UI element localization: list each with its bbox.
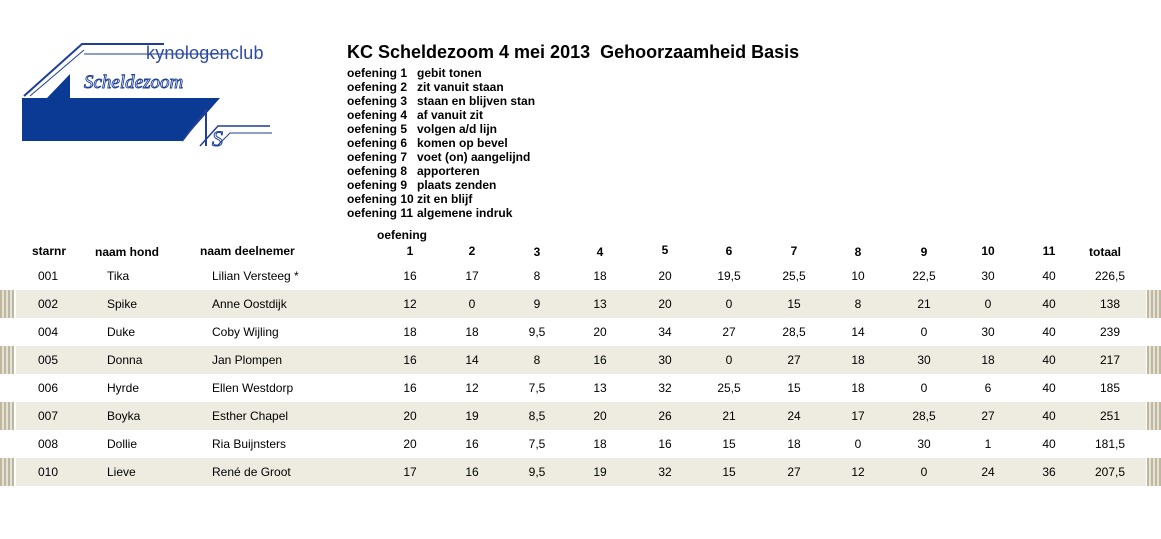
exercise-item xyxy=(347,122,535,136)
exercise-item xyxy=(347,192,535,206)
cell-oefening-2: 0 xyxy=(468,297,476,311)
cell-oefening-5: 32 xyxy=(658,381,672,395)
cell-oefening-1: 16 xyxy=(403,381,417,395)
cell-naam-deelnemer: Lilian Versteeg * xyxy=(212,269,299,283)
cell-oefening-9: 21 xyxy=(917,297,931,311)
cell-oefening-11: 40 xyxy=(1042,381,1056,395)
exercise-name: gebit tonen xyxy=(417,66,482,80)
cell-totaal: 251 xyxy=(1099,409,1121,423)
cell-naam-deelnemer: Coby Wijling xyxy=(212,325,279,339)
header-oefening-4: 4 xyxy=(596,245,604,259)
exercise-name: apporteren xyxy=(417,164,480,178)
exercise-code: oefening 3 xyxy=(347,94,408,108)
cell-oefening-10: 1 xyxy=(984,437,992,451)
cell-oefening-6: 15 xyxy=(722,465,736,479)
exercise-item xyxy=(347,136,535,150)
table-row xyxy=(0,374,1161,402)
cell-starnr: 001 xyxy=(38,269,59,283)
cell-oefening-10: 24 xyxy=(981,465,995,479)
table-row xyxy=(0,318,1161,346)
cell-naam-deelnemer: Anne Oostdijk xyxy=(212,297,287,311)
cell-totaal: 207,5 xyxy=(1094,465,1126,479)
cell-oefening-1: 20 xyxy=(403,409,417,423)
cell-oefening-8: 8 xyxy=(854,297,862,311)
cell-oefening-6: 0 xyxy=(725,353,733,367)
cell-starnr: 005 xyxy=(38,353,59,367)
cell-naam-hond: Donna xyxy=(107,353,143,367)
header-oefening-2: 2 xyxy=(468,244,476,258)
exercise-item xyxy=(347,80,535,94)
cell-oefening-9: 0 xyxy=(920,325,928,339)
cell-oefening-1: 12 xyxy=(403,297,417,311)
table-row xyxy=(0,430,1161,458)
header-oefening-1: 1 xyxy=(406,244,414,258)
cell-oefening-8: 0 xyxy=(854,437,862,451)
cell-oefening-3: 9 xyxy=(533,297,541,311)
cell-totaal: 217 xyxy=(1099,353,1121,367)
cell-oefening-5: 32 xyxy=(658,465,672,479)
cell-oefening-2: 17 xyxy=(465,269,479,283)
cell-oefening-9: 22,5 xyxy=(912,269,936,283)
cell-oefening-3: 7,5 xyxy=(528,381,546,395)
table-row xyxy=(0,346,1161,374)
cell-oefening-6: 19,5 xyxy=(717,269,741,283)
table-row xyxy=(0,402,1161,430)
cell-oefening-4: 18 xyxy=(593,437,607,451)
cell-oefening-2: 14 xyxy=(465,353,479,367)
svg-text:S: S xyxy=(212,126,223,151)
cell-oefening-2: 16 xyxy=(465,437,479,451)
cell-oefening-5: 34 xyxy=(658,325,672,339)
cell-starnr: 006 xyxy=(38,381,59,395)
cell-oefening-11: 40 xyxy=(1042,269,1056,283)
header-oefening-8: 8 xyxy=(854,245,862,259)
table-row xyxy=(0,458,1161,486)
cell-oefening-5: 16 xyxy=(658,437,672,451)
cell-oefening-8: 10 xyxy=(851,269,865,283)
exercise-item xyxy=(347,150,535,164)
cell-oefening-2: 16 xyxy=(465,465,479,479)
exercise-code: oefening 10 xyxy=(347,192,414,206)
header-oefening-6: 6 xyxy=(725,244,733,258)
cell-oefening-3: 9,5 xyxy=(528,325,546,339)
cell-oefening-5: 26 xyxy=(658,409,672,423)
cell-oefening-7: 24 xyxy=(787,409,801,423)
cell-oefening-3: 8,5 xyxy=(528,409,546,423)
cell-oefening-7: 27 xyxy=(787,465,801,479)
exercise-item xyxy=(347,108,535,122)
cell-naam-hond: Duke xyxy=(107,325,136,339)
cell-oefening-10: 6 xyxy=(984,381,992,395)
cell-oefening-3: 9,5 xyxy=(528,465,546,479)
cell-oefening-8: 12 xyxy=(851,465,865,479)
cell-oefening-2: 19 xyxy=(465,409,479,423)
header-starnr: starnr xyxy=(32,244,67,258)
cell-totaal: 181,5 xyxy=(1094,437,1126,451)
cell-naam-hond: Hyrde xyxy=(107,381,140,395)
cell-oefening-7: 18 xyxy=(787,437,801,451)
cell-oefening-11: 40 xyxy=(1042,297,1056,311)
header-totaal: totaal xyxy=(1088,245,1122,259)
cell-oefening-8: 17 xyxy=(851,409,865,423)
logo-wordmark: Scheldezoom xyxy=(84,72,184,93)
exercise-code: oefening 8 xyxy=(347,164,408,178)
exercise-code: oefening 11 xyxy=(347,206,414,220)
cell-naam-deelnemer: Ria Buijnsters xyxy=(212,437,287,451)
cell-oefening-11: 40 xyxy=(1042,325,1056,339)
cell-starnr: 002 xyxy=(38,297,59,311)
cell-naam-hond: Tika xyxy=(107,269,130,283)
exercise-name: voet (on) aangelijnd xyxy=(417,150,531,164)
cell-starnr: 008 xyxy=(38,437,59,451)
cell-naam-deelnemer: Jan Plompen xyxy=(212,353,283,367)
header-oefening-5: 5 xyxy=(661,243,669,257)
cell-oefening-11: 40 xyxy=(1042,437,1056,451)
cell-totaal: 226,5 xyxy=(1094,269,1126,283)
cell-oefening-6: 21 xyxy=(722,409,736,423)
header-oefening-3: 3 xyxy=(533,245,541,259)
cell-oefening-8: 14 xyxy=(851,325,865,339)
cell-oefening-6: 15 xyxy=(722,437,736,451)
logo-text: kynologenclub xyxy=(146,43,264,63)
cell-oefening-7: 27 xyxy=(787,353,801,367)
cell-oefening-11: 40 xyxy=(1042,353,1056,367)
cell-naam-deelnemer: Ellen Westdorp xyxy=(212,381,294,395)
table-row xyxy=(0,262,1161,290)
cell-totaal: 185 xyxy=(1099,381,1121,395)
cell-oefening-9: 0 xyxy=(920,465,928,479)
cell-oefening-5: 30 xyxy=(658,353,672,367)
page-title: KC Scheldezoom 4 mei 2013 Gehoorzaamheid Basis xyxy=(347,42,800,62)
cell-naam-hond: Spike xyxy=(107,297,138,311)
exercise-code: oefening 9 xyxy=(347,178,408,192)
cell-oefening-11: 36 xyxy=(1042,465,1056,479)
exercise-item xyxy=(347,178,535,192)
cell-oefening-4: 13 xyxy=(593,297,607,311)
cell-oefening-8: 18 xyxy=(851,381,865,395)
header-oefening-11: 11 xyxy=(1042,244,1056,258)
cell-oefening-1: 17 xyxy=(403,465,417,479)
cell-oefening-4: 16 xyxy=(593,353,607,367)
cell-starnr: 010 xyxy=(38,465,59,479)
cell-oefening-1: 18 xyxy=(403,325,417,339)
cell-oefening-3: 8 xyxy=(533,353,541,367)
cell-oefening-10: 0 xyxy=(984,297,992,311)
cell-oefening-10: 30 xyxy=(981,269,995,283)
cell-starnr: 004 xyxy=(38,325,59,339)
header-naam-hond: naam hond xyxy=(95,245,160,259)
cell-naam-deelnemer: Esther Chapel xyxy=(212,409,289,423)
cell-oefening-8: 18 xyxy=(851,353,865,367)
exercise-list xyxy=(347,66,535,220)
header-oefening-10: 10 xyxy=(981,244,995,258)
cell-naam-hond: Lieve xyxy=(107,465,136,479)
cell-oefening-10: 18 xyxy=(981,353,995,367)
exercise-code: oefening 1 xyxy=(347,66,408,80)
cell-oefening-9: 30 xyxy=(917,353,931,367)
exercise-item xyxy=(347,94,535,108)
exercise-code: oefening 2 xyxy=(347,80,408,94)
cell-oefening-4: 20 xyxy=(593,409,607,423)
header-naam-deelnemer: naam deelnemer xyxy=(200,244,295,258)
header-oefening-7: 7 xyxy=(790,244,798,258)
cell-oefening-1: 16 xyxy=(403,269,417,283)
cell-oefening-3: 7,5 xyxy=(528,437,546,451)
cell-naam-deelnemer: René de Groot xyxy=(212,465,291,479)
exercise-item xyxy=(347,206,535,220)
exercise-name: staan en blijven stan xyxy=(417,94,536,108)
cell-oefening-7: 15 xyxy=(787,297,801,311)
cell-oefening-10: 30 xyxy=(981,325,995,339)
exercise-name: volgen a/d lijn xyxy=(417,122,498,136)
exercise-name: zit vanuit staan xyxy=(417,80,504,94)
cell-oefening-2: 18 xyxy=(465,325,479,339)
cell-oefening-7: 15 xyxy=(787,381,801,395)
cell-oefening-5: 20 xyxy=(658,297,672,311)
cell-oefening-1: 20 xyxy=(403,437,417,451)
exercise-name: komen op bevel xyxy=(417,136,508,150)
cell-totaal: 239 xyxy=(1099,325,1121,339)
cell-oefening-6: 25,5 xyxy=(717,381,741,395)
exercise-code: oefening 5 xyxy=(347,122,408,136)
cell-oefening-11: 40 xyxy=(1042,409,1056,423)
exercise-item xyxy=(347,66,535,80)
exercise-code: oefening 4 xyxy=(347,108,408,122)
exercise-name: af vanuit zit xyxy=(417,108,484,122)
cell-oefening-3: 8 xyxy=(533,269,541,283)
cell-oefening-9: 0 xyxy=(920,381,928,395)
cell-oefening-7: 28,5 xyxy=(782,325,806,339)
exercise-name: plaats zenden xyxy=(417,178,497,192)
exercise-item xyxy=(347,164,535,178)
exercise-name: zit en blijf xyxy=(417,192,473,206)
cell-oefening-7: 25,5 xyxy=(782,269,806,283)
cell-oefening-9: 30 xyxy=(917,437,931,451)
header-oefening-9: 9 xyxy=(920,245,928,259)
cell-oefening-6: 0 xyxy=(725,297,733,311)
cell-oefening-2: 12 xyxy=(465,381,479,395)
cell-oefening-4: 18 xyxy=(593,269,607,283)
table-row xyxy=(0,290,1161,318)
cell-oefening-6: 27 xyxy=(722,325,736,339)
exercise-code: oefening 6 xyxy=(347,136,408,150)
cell-naam-hond: Dollie xyxy=(107,437,138,451)
cell-oefening-5: 20 xyxy=(658,269,672,283)
cell-starnr: 007 xyxy=(38,409,59,423)
cell-oefening-9: 28,5 xyxy=(912,409,936,423)
cell-totaal: 138 xyxy=(1099,297,1121,311)
cell-oefening-4: 19 xyxy=(593,465,607,479)
cell-naam-hond: Boyka xyxy=(107,409,141,423)
cell-oefening-1: 16 xyxy=(403,353,417,367)
cell-oefening-4: 13 xyxy=(593,381,607,395)
cell-oefening-10: 27 xyxy=(981,409,995,423)
exercise-name: algemene indruk xyxy=(417,206,513,220)
header-group-oefening: oefening xyxy=(377,228,427,242)
exercise-code: oefening 7 xyxy=(347,150,408,164)
cell-oefening-4: 20 xyxy=(593,325,607,339)
